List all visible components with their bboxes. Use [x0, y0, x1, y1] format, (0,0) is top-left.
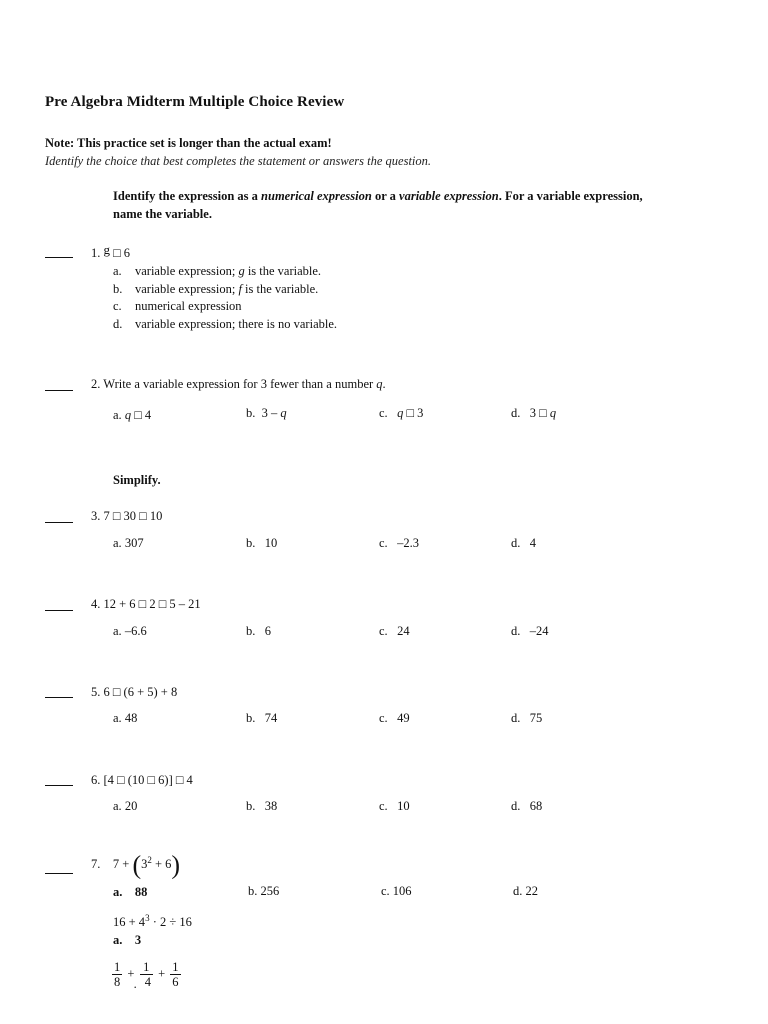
question-6 — [91, 773, 193, 788]
answer-blank-q2[interactable] — [45, 390, 73, 391]
q5-option-d-value: 75 — [529, 711, 543, 725]
q7-base: 3 — [141, 857, 148, 872]
q7-option-c-value: c. 106 — [381, 884, 412, 898]
q5-option-b-letter: b. — [246, 711, 256, 725]
q6-option-b[interactable] — [246, 799, 277, 814]
fraction-3-numerator: 1 — [172, 960, 179, 974]
q4-option-c[interactable] — [379, 624, 410, 639]
fraction-2 — [133, 960, 153, 991]
fraction-1-numerator: 1 — [114, 960, 121, 974]
q3-option-b[interactable] — [246, 536, 277, 551]
q1-option-a-letter: a. — [113, 264, 122, 278]
section-instructions — [113, 189, 643, 204]
q7-open-paren: ( — [132, 850, 142, 880]
section-emph-variable: variable expression — [399, 189, 499, 203]
q2-var: q — [376, 377, 383, 391]
q3-expr: 7 □ 30 □ 10 — [103, 509, 163, 523]
section-line2: name the variable. — [113, 207, 212, 221]
q7-exponent: 2 — [147, 855, 152, 865]
q6-option-d-value: 68 — [529, 799, 543, 813]
q1-var: g — [103, 242, 110, 257]
q5-option-b[interactable] — [246, 711, 277, 726]
answer-blank-q3[interactable] — [45, 522, 73, 523]
q3-option-c-letter: c. — [379, 536, 388, 550]
instructions-text: Identify the choice that best completes the statement or answers the question. — [45, 154, 432, 168]
q2-option-c-rest: □ 3 — [403, 406, 424, 420]
q1-number: 1. — [91, 246, 101, 260]
q2-option-d-var: q — [549, 406, 557, 420]
q1-option-b[interactable] — [113, 282, 318, 297]
answer-blank-q6[interactable] — [45, 785, 73, 786]
section-emph-numerical: numerical expression — [261, 189, 372, 203]
q4-option-b[interactable] — [246, 624, 271, 639]
q7-option-d-value: d. 22 — [513, 884, 538, 898]
q6-option-c-letter: c. — [379, 799, 388, 813]
q3-option-b-letter: b. — [246, 536, 256, 550]
question-1 — [91, 242, 131, 261]
q3-option-a[interactable] — [113, 536, 144, 551]
q7-option-a[interactable] — [113, 885, 147, 900]
q7-option-a-value: 88 — [134, 885, 148, 899]
answer-blank-q4[interactable] — [45, 610, 73, 611]
q2-end: . — [382, 377, 386, 391]
fraction-1-denominator: 8 — [114, 975, 121, 989]
q4-option-b-value: 6 — [264, 624, 271, 638]
answer-blank-q5[interactable] — [45, 697, 73, 698]
q7-option-a-letter: a. — [113, 885, 123, 899]
question-7 — [91, 850, 181, 880]
q7-option-b-value: b. 256 — [248, 884, 280, 898]
q4-option-d[interactable] — [511, 624, 549, 639]
q1-option-d-text: variable expression; there is no variable. — [135, 317, 338, 331]
q7-tail: + 6 — [151, 857, 172, 872]
q5-expr: 6 □ (6 + 5) + 8 — [103, 685, 178, 699]
q6-option-d-letter: d. — [511, 799, 521, 813]
q1-option-c-text: numerical expression — [135, 299, 242, 313]
q6-option-c[interactable] — [379, 799, 410, 814]
q2-option-c[interactable] — [379, 406, 423, 421]
q8-option-a-letter: a. — [113, 933, 123, 947]
q6-number: 6. — [91, 773, 101, 787]
q5-option-a-letter: a. — [113, 711, 122, 725]
section-part1: Identify the expression as a — [113, 189, 262, 203]
question-9-expr — [110, 960, 183, 989]
q3-number: 3. — [91, 509, 101, 523]
q8-lead: 16 + 4 — [113, 915, 146, 930]
q2-option-d-pre: 3 □ — [529, 406, 550, 420]
plus-sign-1: + — [127, 966, 135, 981]
q3-option-c-value: –2.3 — [397, 536, 419, 550]
question-3 — [91, 509, 162, 524]
q7-close-paren: ) — [171, 850, 181, 880]
q4-option-a[interactable] — [113, 624, 147, 639]
q1-option-a-var: g — [238, 264, 245, 278]
page-title: Pre Algebra Midterm Multiple Choice Review — [45, 94, 345, 110]
q4-option-b-letter: b. — [246, 624, 256, 638]
q6-option-c-value: 10 — [397, 799, 410, 813]
q5-option-c-value: 49 — [397, 711, 410, 725]
q4-number: 4. — [91, 597, 101, 611]
q4-option-d-letter: d. — [511, 624, 521, 638]
q2-option-b[interactable] — [246, 406, 287, 421]
q1-option-b-letter: b. — [113, 282, 123, 296]
q5-number: 5. — [91, 685, 101, 699]
q7-option-b[interactable] — [248, 884, 279, 899]
question-5 — [91, 685, 177, 700]
q4-option-d-value: –24 — [529, 624, 549, 638]
q3-option-c[interactable] — [379, 536, 419, 551]
fraction-2-denominator-value: 4 — [144, 975, 151, 989]
q7-option-d[interactable] — [513, 884, 538, 899]
section-part3: . For a variable expression, — [498, 189, 643, 203]
fraction-2-denominator — [133, 975, 153, 991]
q2-option-a-letter: a. — [113, 408, 122, 422]
q6-option-a[interactable] — [113, 799, 137, 814]
q3-option-b-value: 10 — [264, 536, 278, 550]
q6-option-d[interactable] — [511, 799, 542, 814]
q1-option-c[interactable] — [113, 299, 242, 314]
fraction-1 — [112, 960, 122, 989]
q2-text: Write a variable expression for 3 fewer than a number — [103, 377, 377, 391]
q3-option-d[interactable] — [511, 536, 536, 551]
q5-option-d-letter: d. — [511, 711, 521, 725]
question-2 — [91, 377, 386, 392]
q6-option-a-letter: a. — [113, 799, 122, 813]
q5-option-a-value: 48 — [124, 711, 138, 725]
q3-option-a-letter: a. — [113, 536, 122, 550]
q3-option-a-value: 307 — [124, 536, 144, 550]
q5-option-b-value: 74 — [264, 711, 278, 725]
q5-option-c-letter: c. — [379, 711, 388, 725]
q7-lead: 7 + — [112, 857, 133, 872]
q2-option-b-var: q — [280, 406, 287, 420]
q2-option-c-var: q — [397, 406, 404, 420]
q5-option-a[interactable] — [113, 711, 137, 726]
q1-option-b-var: f — [238, 282, 242, 296]
q2-option-a[interactable] — [113, 408, 151, 423]
q8-option-a-value: 3 — [134, 933, 142, 947]
answer-blank-q1[interactable] — [45, 257, 73, 258]
q8-option-a[interactable] — [113, 933, 141, 948]
fraction-2-numerator: 1 — [140, 960, 153, 975]
q2-option-c-letter: c. — [379, 406, 388, 420]
q4-expr: 12 + 6 □ 2 □ 5 – 21 — [103, 597, 201, 611]
trailing-dot: . — [133, 977, 137, 991]
q1-option-d[interactable] — [113, 317, 337, 332]
q2-option-d[interactable] — [511, 406, 556, 421]
q8-tail: · 2 ÷ 16 — [149, 915, 192, 930]
q2-option-b-letter: b. — [246, 406, 256, 420]
q4-option-a-letter: a. — [113, 624, 122, 638]
q8-exponent: 3 — [145, 913, 150, 923]
q1-option-b-text: variable expression; — [135, 282, 239, 296]
fraction-3 — [170, 960, 180, 989]
q1-option-a-text: variable expression; — [135, 264, 239, 278]
q6-option-b-letter: b. — [246, 799, 256, 813]
q4-option-c-letter: c. — [379, 624, 388, 638]
fraction-3-denominator: 6 — [172, 975, 179, 989]
q2-option-a-var: q — [124, 408, 132, 422]
q6-option-b-value: 38 — [264, 799, 278, 813]
q1-option-a-post: is the variable. — [244, 264, 322, 278]
q2-option-b-pre: 3 – — [261, 406, 281, 420]
q3-option-d-letter: d. — [511, 536, 521, 550]
q1-option-b-post: is the variable. — [241, 282, 319, 296]
q6-expr: [4 □ (10 □ 6)] □ 4 — [103, 773, 193, 787]
q1-option-d-letter: d. — [113, 317, 123, 331]
question-8-expr — [113, 913, 192, 930]
simplify-heading: Simplify. — [113, 473, 161, 487]
q2-option-a-rest: □ 4 — [131, 408, 152, 422]
q5-option-d[interactable] — [511, 711, 542, 726]
q1-option-a[interactable] — [113, 264, 321, 279]
q2-number: 2. — [91, 377, 101, 391]
section-part2: or a — [371, 189, 400, 203]
q4-option-a-value: –6.6 — [124, 624, 147, 638]
question-4 — [91, 597, 201, 612]
q1-option-c-letter: c. — [113, 299, 122, 313]
q2-option-d-letter: d. — [511, 406, 521, 420]
q7-number: 7. — [91, 857, 101, 872]
note-text: Note: This practice set is longer than the actual exam! — [45, 136, 332, 150]
q4-option-c-value: 24 — [397, 624, 410, 638]
plus-sign-2: + — [158, 966, 166, 981]
q1-expr: □ 6 — [110, 246, 131, 260]
q6-option-a-value: 20 — [124, 799, 138, 813]
answer-blank-q7[interactable] — [45, 873, 73, 874]
q5-option-c[interactable] — [379, 711, 410, 726]
q7-option-c[interactable] — [381, 884, 412, 899]
q3-option-d-value: 4 — [529, 536, 536, 550]
